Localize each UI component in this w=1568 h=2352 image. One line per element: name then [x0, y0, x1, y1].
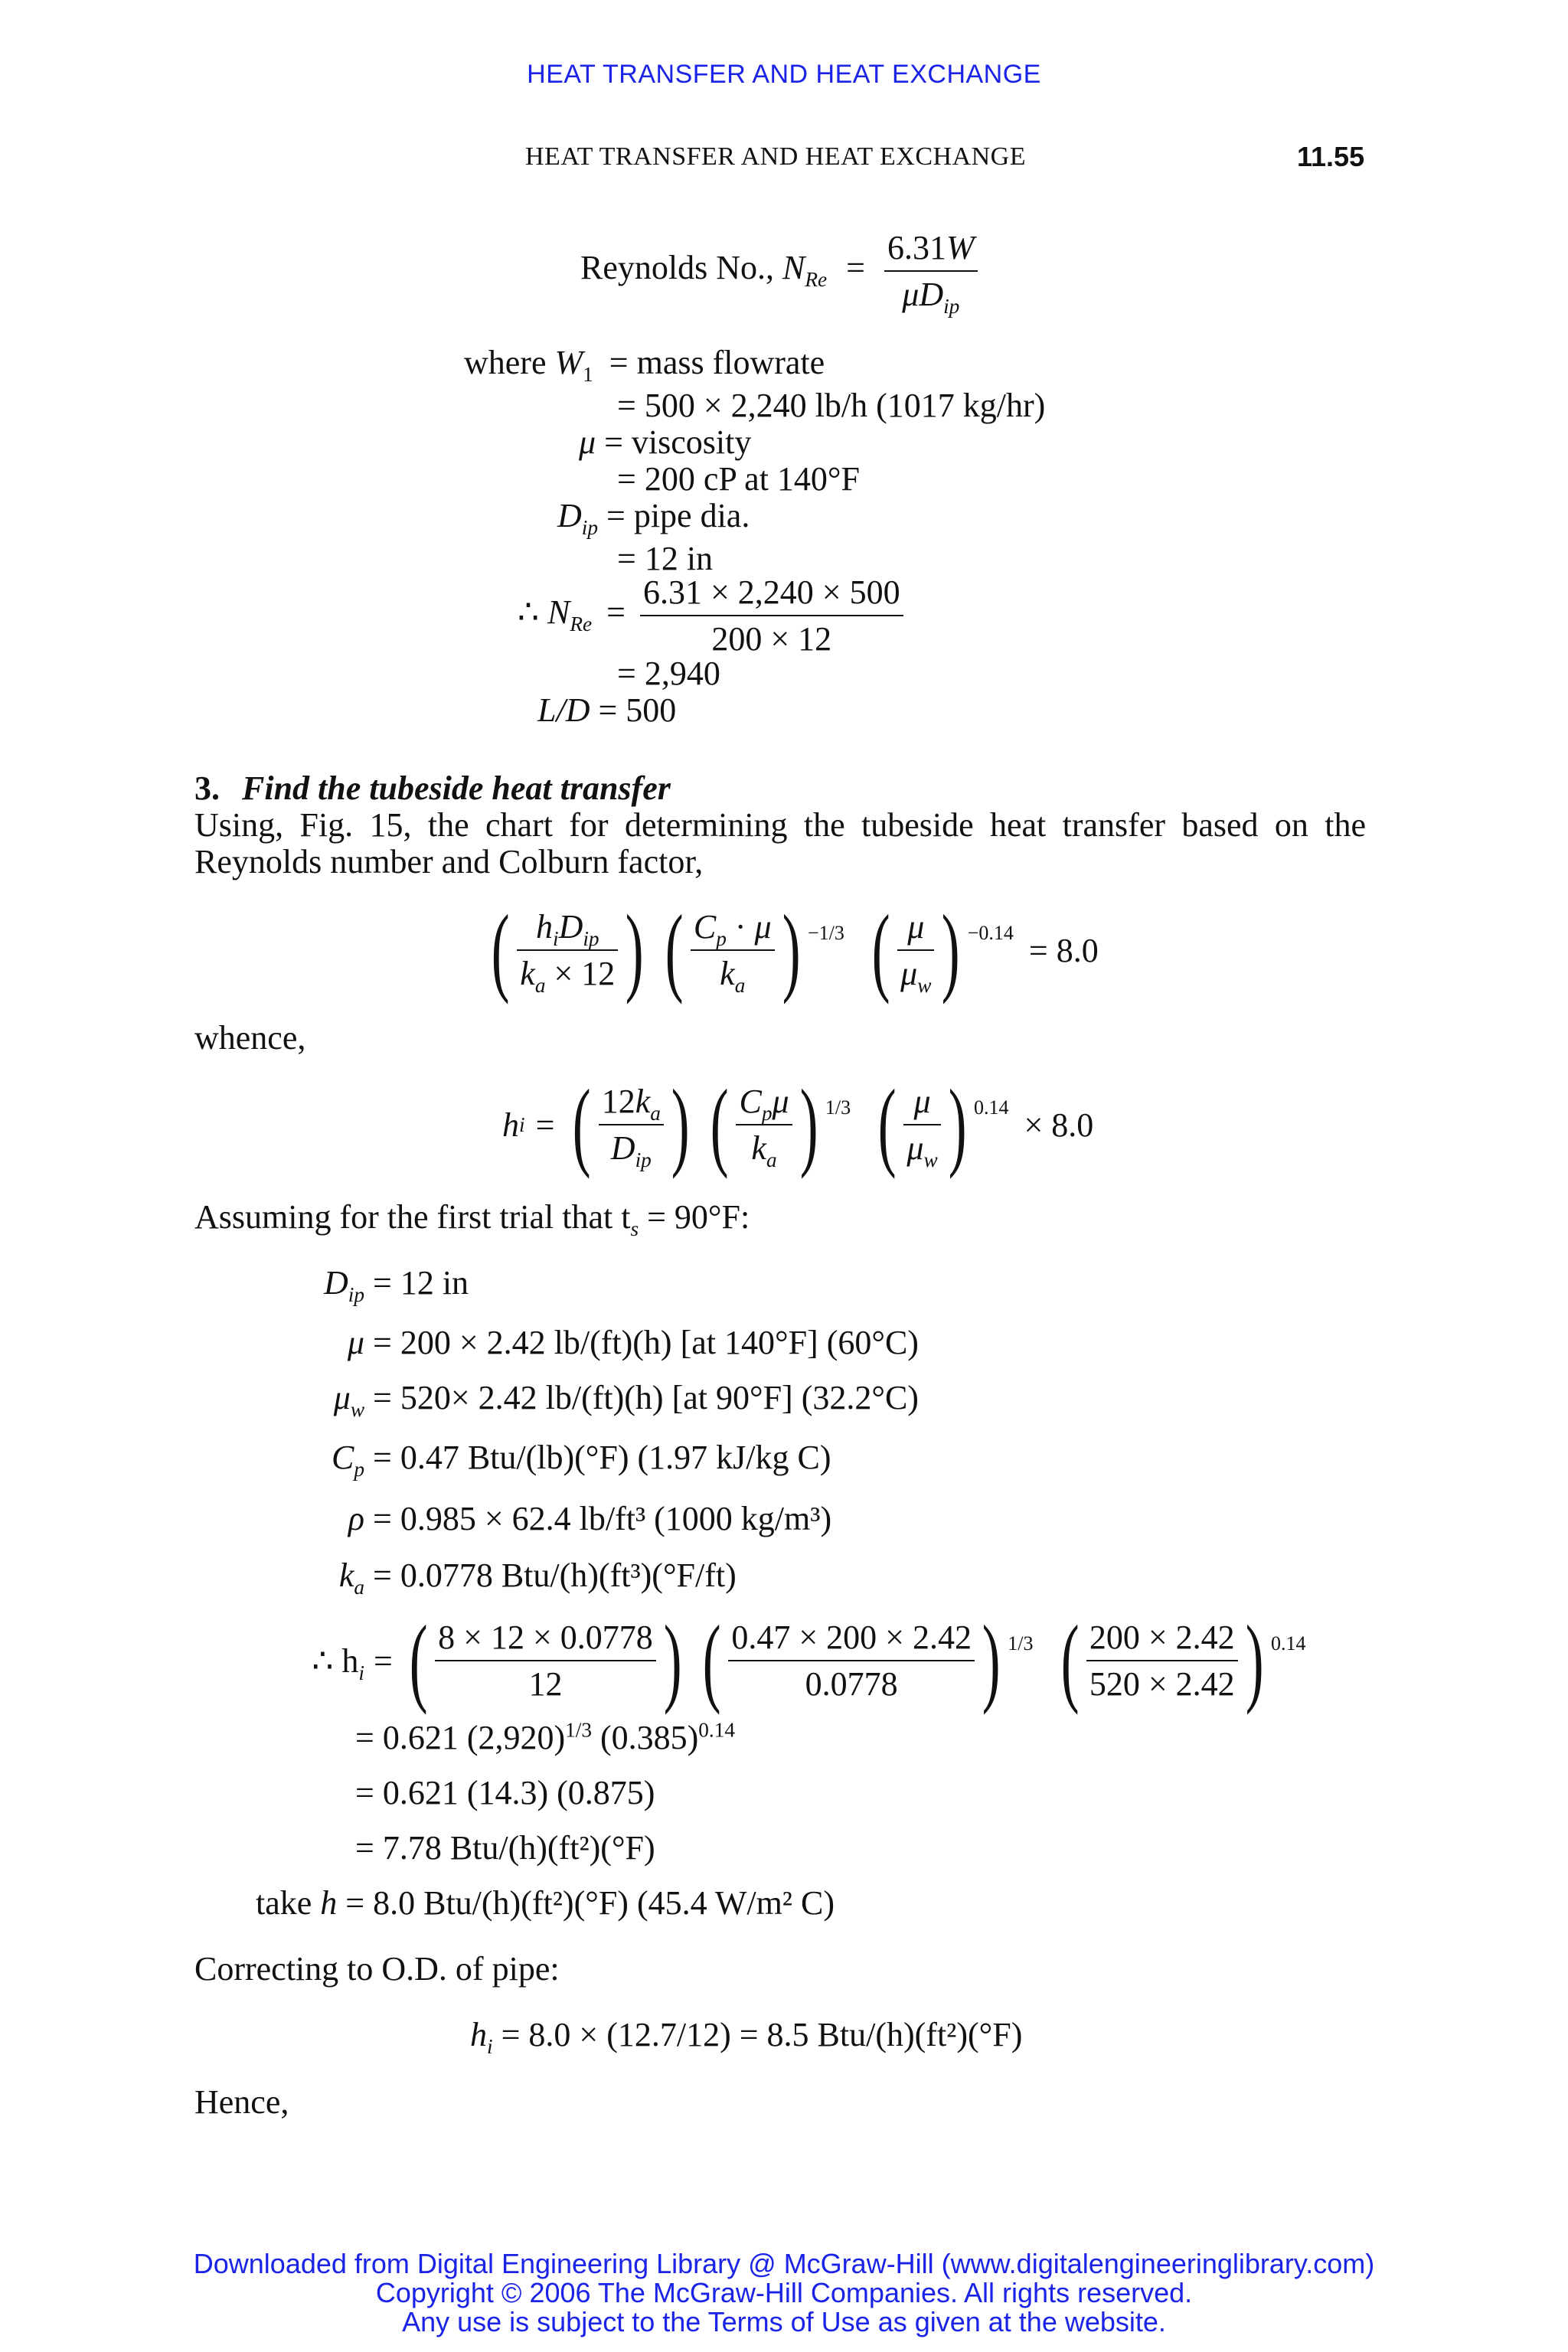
section-title: Find the tubeside heat transfer [242, 769, 671, 807]
whence-label: whence, [194, 1019, 306, 1057]
reynolds-label: Reynolds No., [580, 249, 782, 287]
hi-equation: h i = ( $\frac{12k_a}{D_{ip}}$ ) ( $\frac{C_p\mu}{k_a}$ ) 1/3 ( $\frac{\mu}{\mu_w}$ ) 0.14 × 8.0 [502, 1070, 1094, 1180]
correcting-lhs-sub: i [487, 2034, 493, 2058]
prop-row [299, 1378, 919, 1421]
take-line [256, 1883, 835, 1922]
therefore-symbol: ∴ [518, 593, 547, 632]
mu-definition: = viscosity [604, 423, 752, 461]
calc-line1-b: (0.385) [591, 1719, 699, 1756]
take-value: = 8.0 Btu/(h)(ft²)(°F) (45.4 W/m² C) [337, 1884, 835, 1922]
correcting-lhs: h [470, 2016, 487, 2053]
footer-download[interactable]: Downloaded from Digital Engineering Library @ McGraw-Hill (www.digitalengineeringlibrary.com) [193, 2248, 1375, 2279]
reynolds-denominator: μD [902, 276, 944, 313]
prop-symbol: D [324, 1264, 348, 1302]
prop-value: = 0.0778 Btu/(h)(ft³)(°F/ft) [373, 1557, 737, 1594]
w-definition: = mass flowrate [609, 344, 825, 381]
section-heading [194, 769, 671, 808]
prop-symbol: C [332, 1439, 354, 1476]
prop-value: = 12 in [373, 1264, 469, 1302]
colburn-equation: ( $\frac{h_iD_{ip}}{k_a \times 12}$ ) ( $\frac{C_p \cdot \mu}{k_a}$ ) −1/3 ( $\frac{\mu}{\mu_w}$ ) −0.14 = 8.0 [491, 895, 1099, 1005]
ld-symbol: L/D [537, 691, 590, 729]
def-d [557, 496, 750, 539]
calc-line1b-exp: 0.14 [698, 1718, 735, 1742]
nre-sub: Re [570, 612, 593, 635]
prop-row [299, 1556, 737, 1599]
prop-value: = 0.985 × 62.4 lb/ft³ (1000 kg/m³) [373, 1500, 832, 1537]
calc-f1-num: 8 × 12 × 0.0778 [435, 1618, 656, 1661]
calc-f2-den: 0.0778 [805, 1665, 898, 1703]
prop-symbol: k [338, 1557, 354, 1594]
exp-014: 0.14 [973, 1096, 1009, 1119]
take-label: take [256, 1884, 321, 1922]
d-definition: = pipe dia. [606, 497, 750, 534]
assume-line [194, 1197, 750, 1240]
calc-line-3: = 7.78 Btu/(h)(ft²)(°F) [355, 1829, 655, 1867]
prop-value: = 520× 2.42 lb/(ft)(h) [at 90°F] (32.2°C) [373, 1379, 919, 1416]
hence-label: Hence, [194, 2083, 289, 2121]
calc-line1-exp: 1/3 [565, 1718, 592, 1742]
hi-calculation: ∴ $h_i$ = ( $\frac{8 \times 12 \times 0.0778}{12}$ ) ( $\frac{0.47 \times 200 \times 2.42}{0.0778}$ ) 1/3 ( $\frac{200 \times 2.42}{520 \times 2.42}$ ) 0.14 [312, 1606, 1306, 1716]
nre-value: = 2,940 [617, 655, 720, 692]
prop-symbol: ρ [348, 1500, 364, 1537]
prop-row [299, 1263, 469, 1306]
ld-value: = 500 [598, 691, 677, 729]
d-sub: ip [581, 515, 598, 539]
page-number: 11.55 [1297, 141, 1365, 172]
calc-lhs: ∴ h [312, 1642, 359, 1680]
nre-fraction [640, 573, 903, 658]
w-symbol: W [554, 344, 583, 381]
where-label: where [464, 344, 555, 381]
prop-value: = 200 × 2.42 lb/(ft)(h) [at 140°F] (60°C) [373, 1324, 919, 1361]
assume-sub: s [630, 1217, 639, 1240]
reynolds-numerator-var: W [946, 229, 975, 266]
w-sub: 1 [583, 362, 593, 386]
ld-line [537, 691, 676, 730]
calc-exp-014: 0.14 [1270, 1632, 1306, 1655]
correcting-rhs: = 8.0 × (12.7/12) = 8.5 Btu/(h)(ft²)(°F) [492, 2016, 1023, 2053]
reynolds-symbol: N [782, 249, 805, 287]
mu-symbol: μ [579, 423, 596, 461]
reynolds-numerator: 6.31 [887, 229, 946, 266]
calc-f3-num: 200 × 2.42 [1086, 1618, 1238, 1661]
running-title: HEAT TRANSFER AND HEAT EXCHANGE [525, 142, 1026, 171]
prop-sub: a [354, 1575, 364, 1599]
calc-lhs-sub: i [358, 1661, 364, 1684]
section-paragraph: Using, Fig. 15, the chart for determining the tubeside heat transfer based on the Reynolds number and Colburn factor, [194, 806, 1366, 880]
calc-exp-third: 1/3 [1008, 1632, 1034, 1655]
correcting-equation [470, 2015, 1023, 2058]
footer-terms[interactable]: Any use is subject to the Terms of Use as given at the website. [402, 2306, 1166, 2337]
prop-sub: p [354, 1457, 364, 1481]
assume-end: = 90°F: [639, 1198, 750, 1236]
prop-sub: w [350, 1397, 364, 1421]
d-symbol: D [557, 497, 582, 534]
exp-neg-third: −1/3 [807, 922, 844, 944]
prop-row [299, 1323, 919, 1362]
prop-symbol: μ [347, 1324, 364, 1361]
calc-line1-a: = 0.621 (2,920) [355, 1719, 566, 1756]
nre-equals: = [606, 593, 626, 632]
nre-denominator: 200 × 12 [711, 620, 832, 658]
calc-f3-den: 520 × 2.42 [1089, 1665, 1235, 1703]
prop-row [299, 1499, 831, 1538]
reynolds-symbol-sub: Re [805, 267, 828, 291]
colburn-rhs: = 8.0 [1028, 931, 1099, 969]
nre-numerator: 6.31 × 2,240 × 500 [640, 573, 903, 616]
d-value: = 12 in [617, 540, 714, 577]
prop-row [299, 1438, 831, 1481]
reynolds-fraction [884, 228, 978, 318]
reynolds-equation: Reynolds No., $N_{Re}$ = $\frac{6.31W}{\mu D_{ip}}$ [580, 228, 978, 314]
prop-symbol: μ [333, 1379, 351, 1416]
nre-symbol: N [547, 593, 570, 632]
exp-third: 1/3 [825, 1096, 851, 1119]
w-value: = 500 × 2,240 lb/h (1017 kg/hr) [617, 387, 1046, 424]
def-mu [579, 423, 751, 462]
calc-f1-den: 12 [528, 1665, 563, 1703]
correcting-text: Correcting to O.D. of pipe: [194, 1950, 560, 1988]
prop-sub: ip [348, 1282, 364, 1306]
reynolds-denominator-sub: ip [943, 294, 960, 318]
def-w [464, 343, 825, 386]
hi-symbol: h [502, 1106, 519, 1144]
footer-copyright: Copyright © 2006 The McGraw-Hill Companies. All rights reserved. [375, 2277, 1193, 2308]
section-number: 3. [194, 769, 220, 807]
calc-line-1 [355, 1718, 735, 1757]
header-link-title[interactable]: HEAT TRANSFER AND HEAT EXCHANGE [527, 60, 1041, 89]
nre-equation [518, 573, 903, 658]
calc-line-2: = 0.621 (14.3) (0.875) [355, 1774, 655, 1811]
prop-value: = 0.47 Btu/(lb)(°F) (1.97 kJ/kg C) [373, 1439, 831, 1476]
assume-text: Assuming for the first trial that t [194, 1198, 631, 1236]
take-h: h [320, 1884, 338, 1922]
exp-neg-014: −0.14 [967, 922, 1014, 944]
hi-rhs: × 8.0 [1024, 1106, 1094, 1144]
hi-sub: i [519, 1113, 525, 1136]
mu-value: = 200 cP at 140°F [617, 460, 861, 498]
calc-f2-num: 0.47 × 200 × 2.42 [728, 1618, 975, 1661]
